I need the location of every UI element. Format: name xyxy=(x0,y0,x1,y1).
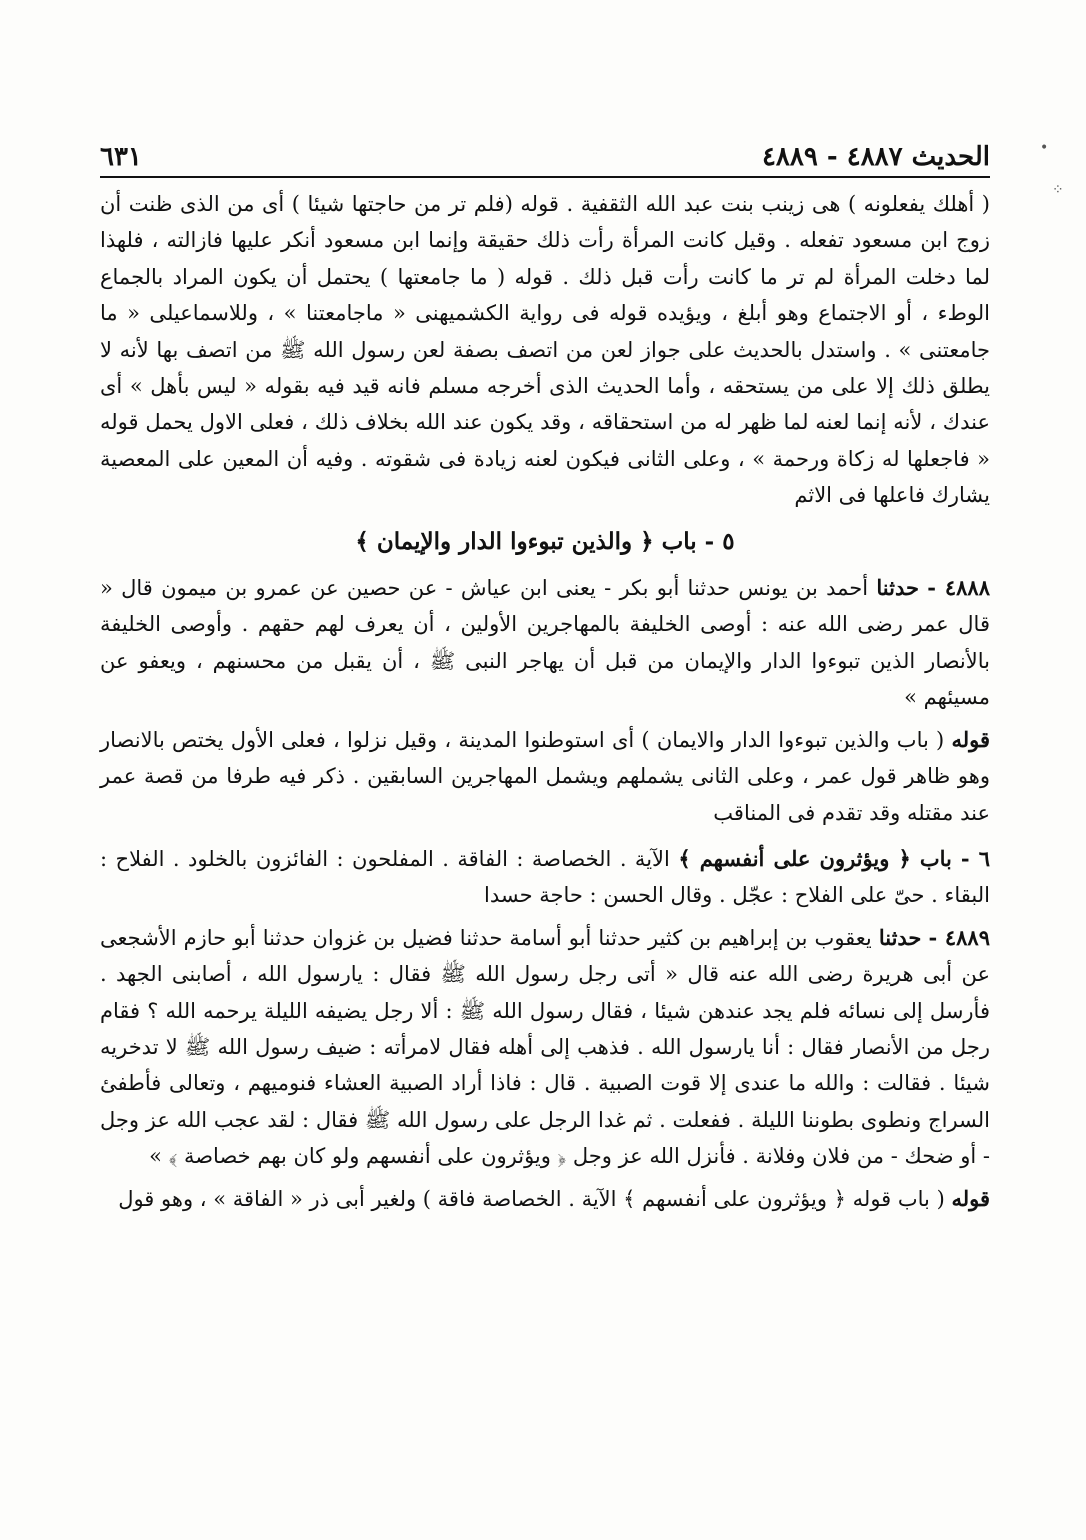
commentary-lead: قوله xyxy=(951,726,990,752)
hadith-lead: حدثنا xyxy=(878,924,922,950)
commentary-text: ( باب قوله ﴿ ويؤثرون على أنفسهم ﴾ الآية . الخصاصة فاقة ) ولغير أبى ذر « الفاقة » ، وهو قول xyxy=(118,1186,945,1211)
hadith-4888 xyxy=(100,570,990,716)
hadith-number: ٤٨٨٩ - xyxy=(928,924,990,950)
running-title: الحديث ٤٨٨٧ - ٤٨٨٩ xyxy=(761,142,990,172)
chapter-heading-5: ٥ - باب ﴿ والذين تبوءوا الدار والإيمان ﴾ xyxy=(355,527,735,555)
scan-speck: • xyxy=(1040,140,1049,156)
commentary-paragraph xyxy=(100,722,990,831)
commentary-lead: قوله xyxy=(951,1185,990,1211)
commentary-paragraph xyxy=(100,1181,990,1217)
chapter-6 xyxy=(100,841,990,914)
commentary-paragraph: ( أهلك يفعلونه ) هى زينب بنت عبد الله الثقفية . قوله (فلم تر من حاجتها شيئا ) أى من الذى ظنت أن زوج ابن مسعود تفعله . وقيل كانت المرأة رأت ذلك حقيقة وإنما ابن مسعود أنكر عليها فازالته ، فلهذا لما دخلت المرأة لم تر ما كانت رأت قبل ذلك . قوله ( ما جامعتها ) يحتمل أن يكون المراد بالجماع الوطء ، أو الاجتماع وهو أبلغ ، ويؤيده قوله فى رواية الكشميهنى « ماجامعتنا » ، وللاسماعيلى « ما جامعتنى » . واستدل بالحديث على جواز لعن من اتصف بصفة لعن رسول الله ﷺ من اتصف بها لأنه لا يطلق ذلك إلا على من يستحقه ، وأما الحديث الذى أخرجه مسلم فانه قيد فيه بقوله « ليس بأهل » أى عندك ، لأنه إنما لعنه لما ظهر له من استحقاقه ، وقد يكون عند الله بخلاف ذلك ، فعلى الاول يحمل قوله « فاجعلها له زكاة ورحمة » ، وعلى الثانى فيكون لعنه زيادة فى شقوته . وفيه أن المعين على المعصية يشارك فاعلها فى الاثم xyxy=(100,192,990,508)
commentary-text: ( باب والذين تبوءوا الدار والايمان ) أى استوطنوا المدينة ، وقيل نزلوا ، فعلى الأول يختص بالانصار وهو ظاهر قول عمر ، وعلى الثانى يشملهم ويشمل المهاجرين السابقين . ذكر فيه طرفا من قصة عمر عند مقتله وقد تقدم فى المناقب xyxy=(100,727,990,825)
hadith-lead: حدثنا xyxy=(876,575,919,601)
page-header xyxy=(100,128,990,172)
page-number: ٦٣١ xyxy=(100,142,142,172)
page-body xyxy=(100,186,990,1217)
hadith-text: يعقوب بن إبراهيم بن كثير حدثنا أبو أسامة حدثنا فضيل بن غزوان حدثنا أبو حازم الأشجعى عن أبى هريرة رضى الله عنه قال « أتى رجل رسول الله ﷺ فقال : يارسول الله ، أصابنى الجهد . فأرسل إلى نسائه فلم يجد عندهن شيئا ، فقال رسول الله ﷺ : ألا رجل يضيفه الليلة يرحمه الله ؟ فقام رجل من الأنصار فقال : أنا يارسول الله . فذهب إلى أهله فقال لامرأته : ضيف رسول الله ﷺ لا تدخريه شيئا . فقالت : والله ما عندى إلا قوت الصبية . قال : فاذا أراد الصبية العشاء فنوميهم ، وتعالى فأطفئ السراج ونطوى بطوننا الليلة . ففعلت . ثم غدا الرجل على رسول الله ﷺ فقال : لقد عجب الله عز وجل - أو ضحك - من فلان وفلانة . فأنزل الله عز وجل ﴿ ويؤثرون على أنفسهم ولو كان بهم خصاصة ﴾ » xyxy=(100,925,990,1169)
hadith-text: أحمد بن يونس حدثنا أبو بكر - يعنى ابن عياش - عن حصين عن عمرو بن ميمون قال « قال عمر رضى الله عنه : أوصى الخليفة بالمهاجرين الأولين ، أن يعرف لهم حقهم . وأوصى الخليفة بالأنصار الذين تبوءوا الدار والإيمان من قبل أن يهاجر النبى ﷺ ، أن يقبل من محسنهم ، ويعفو عن مسيئهم » xyxy=(100,576,990,710)
chapter-heading-6: ٦ - باب ﴿ ويؤثرون على أنفسهم ﴾ xyxy=(678,845,990,871)
header-rule xyxy=(100,176,990,178)
hadith-4889 xyxy=(100,920,990,1175)
chapter-gloss: الآية . الخصاصة : الفاقة . المفلحون : الفائزون بالخلود . الفلاح : البقاء . حىّ على الفلاح : عجّل . وقال الحسن : حاجة حسدا xyxy=(100,846,990,908)
scan-speck: ⁘ xyxy=(1052,182,1064,198)
hadith-number: ٤٨٨٨ - xyxy=(927,575,990,601)
